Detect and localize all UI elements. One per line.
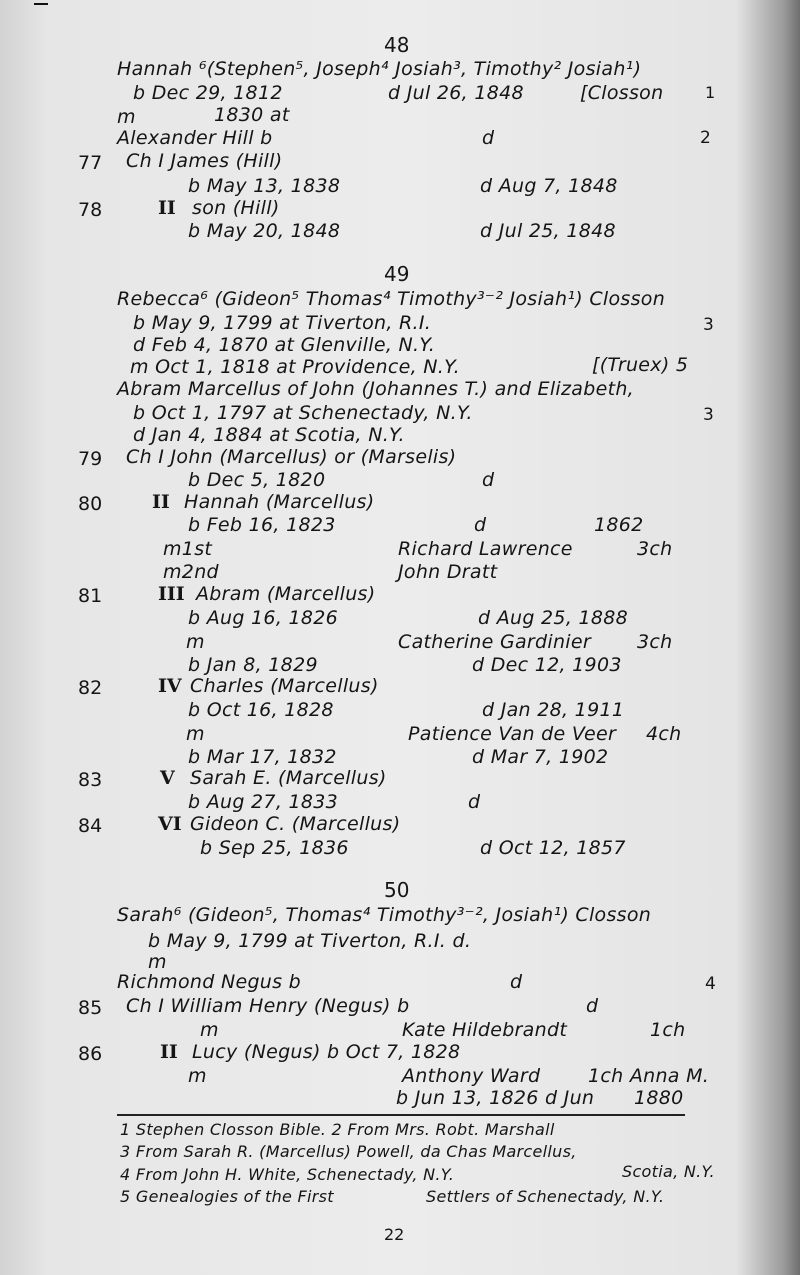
source-bracket: [(Truex) 5 [592,354,689,376]
entry-number: 80 [78,493,103,515]
footnote-ref: 1 [705,83,716,102]
spouse-name: Kate Hildebrandt [402,1019,568,1041]
spouse-death: d [482,127,495,149]
spouse-name: Richard Lawrence [398,538,573,560]
footnote-line: Scotia, N.Y. [622,1162,715,1181]
corner-mark [34,3,48,5]
spouse-death: 1880 [634,1087,684,1109]
child-death: d [586,995,599,1017]
section-header-49: 49 [384,262,410,286]
marriage-mark: m [188,1065,207,1087]
spouse-birth: b Oct 1, 1797 at Schenectady, N.Y. [133,402,473,424]
entry-number: 85 [78,997,103,1019]
spouse-death: d Dec 12, 1903 [472,654,622,676]
spouse-line: Abram Marcellus of John (Johannes T.) and Elizabeth, [117,378,635,400]
child-entry: Abram (Marcellus) [196,583,376,605]
marriage-mark: m [200,1019,219,1041]
child-entry: Lucy (Negus) b Oct 7, 1828 [192,1041,461,1063]
footnote-line: Settlers of Schenectady, N.Y. [426,1187,665,1206]
children-count: 1ch Anna M. [588,1065,710,1087]
child-birth: b Oct 16, 1828 [188,699,334,721]
person-line: Hannah ⁶(Stephen⁵, Joseph⁴ Josiah³, Timothy² Josiah¹) [117,58,642,80]
spouse-line: Alexander Hill b [117,127,273,149]
marriage-line: m Oct 1, 1818 at Providence, N.Y. [130,356,460,378]
section-header-48: 48 [384,33,410,57]
child-birth: b Feb 16, 1823 [188,514,336,536]
spouse-death: d [510,971,523,993]
roman-numeral: VI [158,813,182,835]
entry-number: 79 [78,448,103,470]
marriage-mark: m [117,106,136,128]
child-birth: b Aug 27, 1833 [188,791,339,813]
source-bracket: [Closson [580,82,664,104]
child-entry: Ch I William Henry (Negus) b [126,995,410,1017]
spouse-birth: b Mar 17, 1832 [188,746,337,768]
child-death: d Aug 7, 1848 [480,175,618,197]
roman-numeral: II [160,1041,178,1063]
footnote-ref: 3 [703,405,714,425]
birth-line: b Dec 29, 1812 [133,82,283,104]
children-count: 3ch [637,538,673,560]
child-entry: Hannah (Marcellus) [184,491,375,513]
entry-number: 83 [78,769,103,791]
child-entry: Charles (Marcellus) [190,675,379,697]
death-line: d Jul 26, 1848 [388,82,524,104]
spouse-death: d Jan 4, 1884 at Scotia, N.Y. [133,424,405,446]
child-birth: b Sep 25, 1836 [200,837,349,859]
child-entry: Sarah E. (Marcellus) [190,767,387,789]
child-entry: Gideon C. (Marcellus) [190,813,401,835]
children-count: 4ch [646,723,682,745]
child-death: d Oct 12, 1857 [480,837,626,859]
child-death: d [482,469,495,491]
footnote-line: 1 Stephen Closson Bible. 2 From Mrs. Robt. Marshall [120,1120,555,1139]
entry-number: 84 [78,815,103,837]
child-death: d Aug 25, 1888 [478,607,629,629]
children-count: 3ch [637,631,673,653]
entry-number: 77 [78,152,103,174]
roman-numeral: III [158,583,185,605]
marriage-mark: m [186,631,205,653]
marriage-mark: m [148,951,167,973]
roman-numeral: II [158,197,176,219]
spouse-name: Catherine Gardinier [398,631,591,653]
roman-numeral: V [160,767,175,789]
spouse-name: John Dratt [398,561,498,583]
section-header-50: 50 [384,878,410,902]
child-birth: b May 13, 1838 [188,175,341,197]
child-death: d [468,791,481,813]
child-birth: b Aug 16, 1826 [188,607,339,629]
marriage-mark: m2nd [163,561,219,583]
footnote-ref: 4 [705,974,716,994]
spouse-name: Anthony Ward [402,1065,541,1087]
spouse-birth: b Jan 8, 1829 [188,654,318,676]
footnote-line: 3 From Sarah R. (Marcellus) Powell, da Chas Marcellus, [120,1142,577,1161]
children-count: 1ch [650,1019,686,1041]
child-entry: Ch I James (Hill) [126,150,283,172]
footnote-ref: 2 [700,128,711,148]
person-line: Sarah⁶ (Gideon⁵, Thomas⁴ Timothy³⁻², Josiah¹) Closson [117,904,652,926]
spouse-line: Richmond Negus b [117,971,302,993]
entry-number: 81 [78,585,103,607]
marriage-mark: m [186,723,205,745]
entry-number: 86 [78,1043,103,1065]
entry-number: 82 [78,677,103,699]
child-death: d Jan 28, 1911 [482,699,625,721]
spouse-birth: b Jun 13, 1826 d Jun [396,1087,595,1109]
person-line: Rebecca⁶ (Gideon⁵ Thomas⁴ Timothy³⁻² Josiah¹) Closson [117,288,666,310]
footnote-line: 5 Genealogies of the First [120,1187,334,1206]
child-death: d Jul 25, 1848 [480,220,616,242]
child-entry: Ch I John (Marcellus) or (Marselis) [126,446,457,468]
child-birth: b Dec 5, 1820 [188,469,326,491]
marriage-line: 1830 at [214,104,290,126]
death-year: 1862 [594,514,644,536]
birth-line: b May 9, 1799 at Tiverton, R.I. d. [148,930,472,952]
entry-number: 78 [78,199,103,221]
footnote-rule [117,1114,685,1116]
spouse-death: d Mar 7, 1902 [472,746,609,768]
roman-numeral: IV [158,675,182,697]
child-death: d [474,514,487,536]
child-birth: b May 20, 1848 [188,220,341,242]
child-entry: son (Hill) [192,197,280,219]
footnote-ref: 3 [703,315,714,335]
footnote-line: 4 From John H. White, Schenectady, N.Y. [120,1165,455,1184]
marriage-mark: m1st [163,538,213,560]
roman-numeral: II [152,491,170,513]
death-line: d Feb 4, 1870 at Glenville, N.Y. [133,334,436,356]
birth-line: b May 9, 1799 at Tiverton, R.I. [133,312,432,334]
page-number: 22 [384,1225,405,1244]
spouse-name: Patience Van de Veer [408,723,617,745]
